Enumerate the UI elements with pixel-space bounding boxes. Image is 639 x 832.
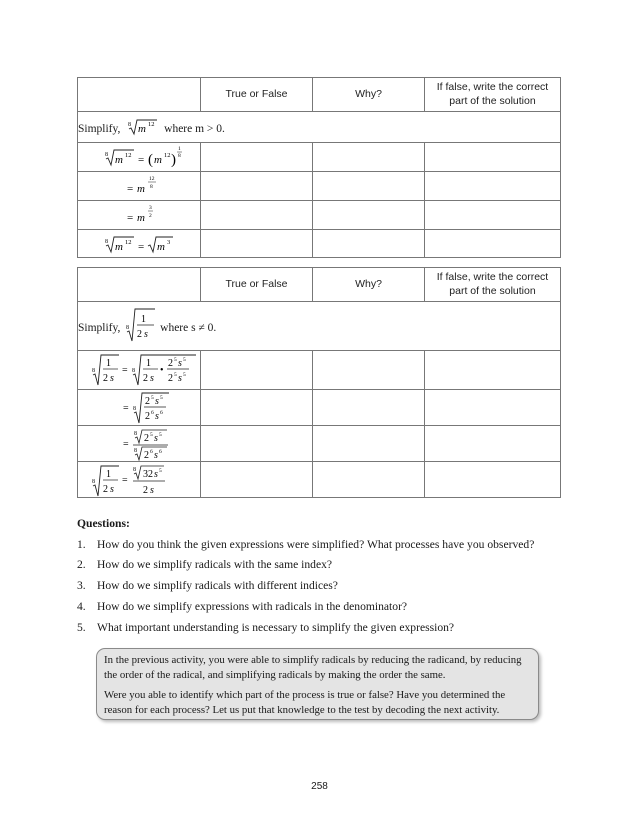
svg-text:2: 2: [145, 410, 150, 422]
header-why: Why?: [313, 78, 425, 112]
question-number: 2.: [77, 558, 86, 572]
tf-cell[interactable]: [201, 143, 313, 172]
simplify-prompt-1: [78, 112, 561, 143]
svg-text:s: s: [155, 410, 159, 422]
step-2-3: [78, 426, 201, 462]
question-text: What important understanding is necessary to simplify the given expression?: [97, 620, 455, 634]
svg-text:6: 6: [151, 409, 154, 416]
step-2-1: [78, 351, 201, 390]
svg-text:2: 2: [144, 449, 149, 461]
note-paragraph-1: In the previous activity, you were able to simplify radicals by reducing the radicand, by reducing the order of the radical, and simplifying radicals by making the order the same.: [104, 654, 522, 682]
correct-cell[interactable]: [425, 230, 561, 258]
step-1-3: [78, 201, 201, 230]
svg-text:8: 8: [178, 153, 181, 159]
why-cell[interactable]: [313, 426, 425, 462]
question-item: [77, 597, 577, 618]
svg-text:s: s: [178, 358, 182, 369]
header-true-or-false: True or False: [201, 268, 313, 302]
tf-cell[interactable]: [201, 390, 313, 426]
svg-text:2: 2: [143, 373, 148, 384]
simplify-label: Simplify,: [78, 322, 121, 334]
svg-text:m: m: [157, 240, 165, 253]
svg-text:s: s: [154, 432, 158, 444]
step-1-4: [78, 230, 201, 258]
correct-cell[interactable]: [425, 390, 561, 426]
svg-text:8: 8: [92, 478, 95, 485]
question-text: How do we simplify radicals with different indices?: [97, 579, 338, 593]
svg-text:m: m: [154, 154, 162, 166]
svg-text:s: s: [154, 449, 158, 461]
svg-text:5: 5: [150, 431, 153, 438]
header-blank: [78, 268, 201, 302]
page-number: 258: [311, 781, 328, 792]
question-item: [77, 535, 577, 556]
true-false-table-2: [77, 267, 561, 498]
question-text: How do we simplify radicals with the same index?: [97, 558, 333, 572]
svg-text:5: 5: [183, 372, 186, 378]
svg-text:s: s: [178, 373, 182, 384]
svg-text:5: 5: [183, 357, 186, 363]
question-number: 5.: [77, 620, 86, 634]
svg-text:=: =: [127, 183, 134, 195]
header-correct-line2: part of the solution: [449, 284, 536, 297]
svg-text:5: 5: [159, 431, 162, 438]
step-2-4: [78, 462, 201, 498]
tf-cell[interactable]: [201, 426, 313, 462]
questions-list: [77, 535, 577, 639]
svg-text:8: 8: [92, 368, 95, 374]
svg-text:s: s: [110, 373, 114, 384]
svg-text:32: 32: [143, 468, 153, 480]
why-cell[interactable]: [313, 351, 425, 390]
svg-text:5: 5: [174, 372, 177, 378]
svg-text:2: 2: [149, 213, 152, 219]
svg-text:2: 2: [103, 483, 108, 495]
svg-text:5: 5: [160, 394, 163, 401]
simplify-label: Simplify,: [78, 123, 121, 135]
question-number: 3.: [77, 579, 86, 593]
svg-text:s: s: [150, 373, 154, 384]
expr-step2: [123, 391, 183, 425]
svg-text:3: 3: [149, 205, 152, 211]
svg-text:1: 1: [141, 314, 147, 325]
expr-step3: [127, 202, 177, 228]
expr-step2: [127, 173, 177, 199]
svg-text:): ): [171, 152, 176, 168]
tf-cell[interactable]: [201, 462, 313, 498]
svg-text:=: =: [138, 240, 145, 253]
svg-text:2: 2: [145, 395, 150, 407]
svg-text:3: 3: [167, 238, 171, 246]
question-text: How do we simplify expressions with radicals in the denominator?: [97, 599, 408, 613]
why-cell[interactable]: [313, 462, 425, 498]
correct-cell[interactable]: [425, 201, 561, 230]
svg-text:8: 8: [134, 430, 137, 437]
header-correct-part: [425, 78, 561, 112]
expr-step3: [123, 427, 183, 461]
svg-text:s: s: [144, 329, 149, 340]
header-correct-line2: part of the solution: [449, 94, 536, 107]
correct-cell[interactable]: [425, 143, 561, 172]
svg-text:8: 8: [133, 405, 136, 412]
header-correct-line1: If false, write the correct: [436, 81, 549, 94]
correct-cell[interactable]: [425, 172, 561, 201]
svg-text:2: 2: [168, 373, 173, 384]
svg-text:s: s: [154, 468, 158, 480]
svg-text:2: 2: [143, 484, 148, 496]
svg-text:5: 5: [174, 357, 177, 363]
svg-text:m: m: [115, 240, 123, 253]
svg-text:s: s: [150, 484, 154, 496]
svg-text:5: 5: [151, 394, 154, 401]
expr-step1: [92, 352, 197, 388]
question-number: 1.: [77, 537, 86, 551]
svg-text:m: m: [138, 123, 147, 135]
why-cell[interactable]: [313, 230, 425, 258]
condition-text: where s ≠ 0.: [160, 322, 217, 334]
simplify-prompt-2: [78, 302, 561, 351]
svg-text:m: m: [137, 183, 145, 195]
svg-text:=: =: [122, 474, 128, 486]
radical-1-over-2s-8th-root: [125, 307, 155, 345]
question-number: 4.: [77, 599, 86, 613]
questions-section: [77, 514, 577, 638]
svg-text:8: 8: [128, 122, 132, 128]
question-item: [77, 555, 577, 576]
svg-text:12: 12: [149, 176, 155, 182]
questions-title: Questions:: [77, 517, 130, 530]
svg-text:8: 8: [150, 184, 153, 190]
svg-text:2: 2: [144, 432, 149, 444]
svg-text:12: 12: [164, 152, 171, 159]
svg-text:6: 6: [150, 448, 153, 455]
header-correct-part: [425, 268, 561, 302]
svg-text:=: =: [122, 365, 128, 376]
why-cell[interactable]: [313, 201, 425, 230]
svg-text:8: 8: [133, 466, 136, 473]
svg-text:•: •: [160, 365, 164, 376]
step-1-1: [78, 143, 201, 172]
header-correct-line1: If false, write the correct: [436, 271, 549, 284]
why-cell[interactable]: [313, 143, 425, 172]
svg-text:m: m: [137, 212, 145, 224]
svg-text:8: 8: [105, 152, 108, 158]
tf-cell[interactable]: [201, 201, 313, 230]
svg-text:2: 2: [103, 373, 108, 384]
correct-cell[interactable]: [425, 351, 561, 390]
true-false-table-1: [77, 77, 561, 258]
svg-text:(: (: [148, 152, 153, 168]
svg-text:8: 8: [132, 368, 135, 374]
radical-m12-8th-root: [127, 118, 157, 136]
svg-text:1: 1: [178, 146, 181, 152]
header-blank: [78, 78, 201, 112]
correct-cell[interactable]: [425, 426, 561, 462]
svg-text:12: 12: [148, 121, 155, 128]
expr-step4: [92, 463, 172, 497]
svg-text:1: 1: [146, 358, 151, 369]
svg-text:2: 2: [168, 358, 173, 369]
svg-text:1: 1: [106, 358, 111, 369]
tf-cell[interactable]: [201, 230, 313, 258]
step-2-2: [78, 390, 201, 426]
tf-cell[interactable]: [201, 172, 313, 201]
note-box: [96, 648, 539, 720]
svg-text:=: =: [123, 402, 129, 414]
svg-text:s: s: [155, 395, 159, 407]
expr-step1: [105, 144, 197, 170]
why-cell[interactable]: [313, 390, 425, 426]
svg-text:12: 12: [125, 238, 132, 246]
question-text: How do you think the given expressions were simplified? What processes have you observed?: [97, 537, 535, 551]
question-item: [77, 576, 577, 597]
why-cell[interactable]: [313, 172, 425, 201]
svg-text:5: 5: [159, 467, 162, 474]
tf-cell[interactable]: [201, 351, 313, 390]
svg-text:=: =: [138, 154, 145, 166]
svg-text:m: m: [115, 154, 123, 166]
svg-text:s: s: [110, 483, 114, 495]
header-why: Why?: [313, 268, 425, 302]
correct-cell[interactable]: [425, 462, 561, 498]
svg-text:12: 12: [125, 152, 132, 159]
svg-text:8: 8: [105, 238, 108, 245]
svg-text:8: 8: [126, 325, 130, 331]
svg-text:=: =: [123, 438, 129, 450]
svg-text:8: 8: [134, 447, 137, 454]
svg-text:6: 6: [160, 409, 163, 416]
header-true-or-false: True or False: [201, 78, 313, 112]
question-item: [77, 618, 577, 639]
svg-text:6: 6: [159, 448, 162, 455]
step-1-2: [78, 172, 201, 201]
svg-text:1: 1: [106, 468, 111, 480]
svg-text:=: =: [127, 212, 134, 224]
expr-step4: [105, 232, 185, 256]
svg-text:2: 2: [137, 329, 143, 340]
condition-text: where m > 0.: [164, 123, 225, 135]
note-paragraph-2: Were you able to identify which part of the process is true or false? Have you determined the reason for each process? Let us put that knowledge to the test by decoding the next activity.: [104, 688, 506, 717]
